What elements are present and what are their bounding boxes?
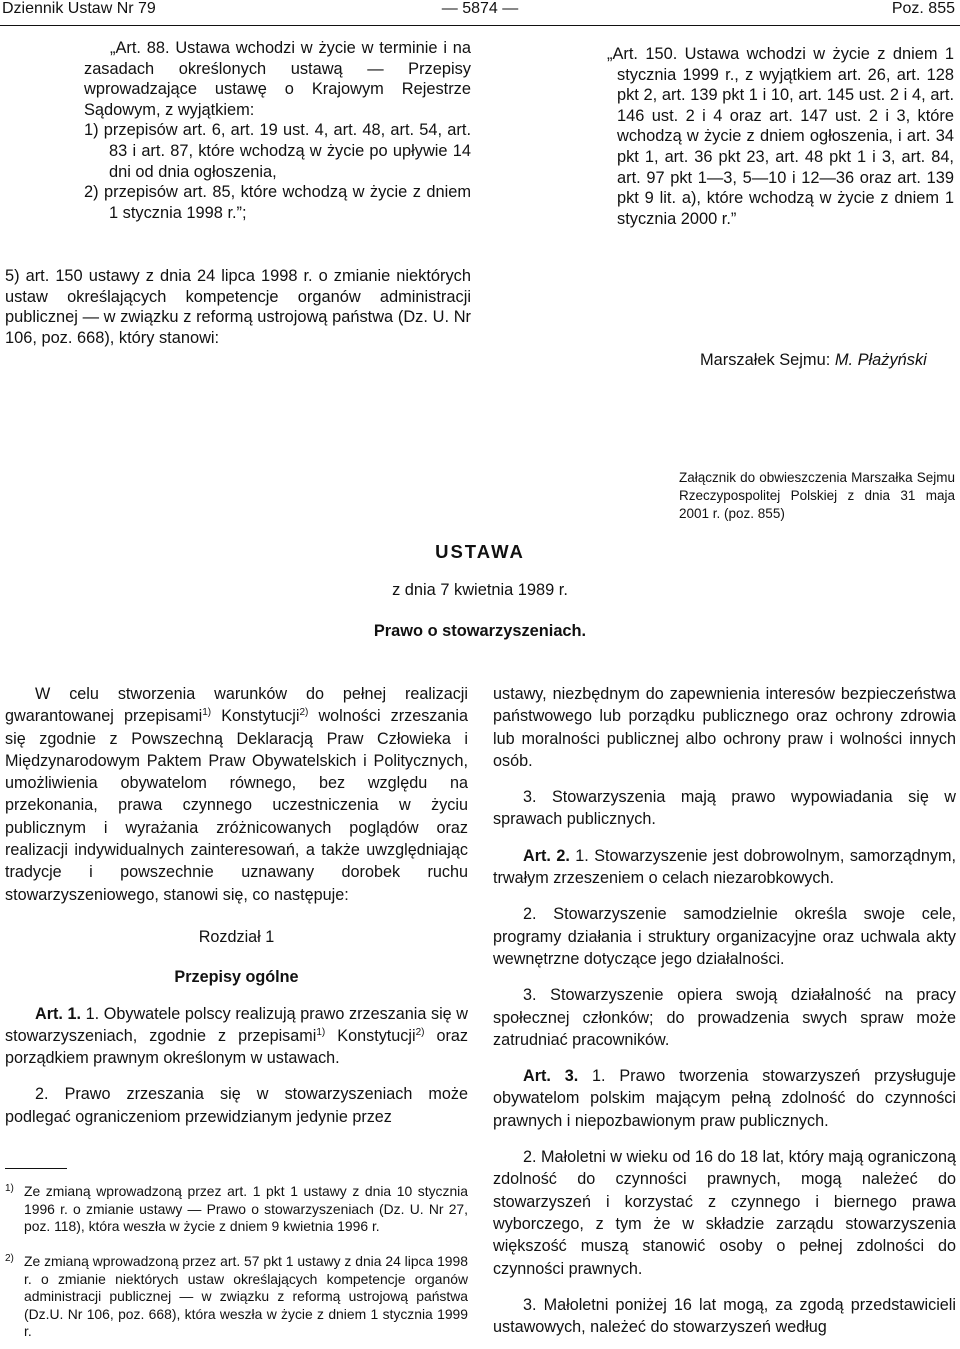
footnote-ref-1b: 1) <box>316 1026 326 1038</box>
art1-paragraph-3: 3. Stowarzyszenia mają prawo wypowiadania się w sprawach publicznych. <box>493 788 956 829</box>
body-right-column <box>493 683 956 1338</box>
item-5-paragraph <box>5 266 471 348</box>
art1-continuation: ustawy, niezbędnym do zapewnienia interesów bezpieczeństwa państwowego lub porządku publicznego oraz ochrony zdrowia lub moralności publicznej albo ochrony praw i wolności innych osób. <box>493 685 956 770</box>
preamble-text-a: W celu stworzenia warunków do pełnej realizacji gwarantowanej przepisami <box>5 685 468 726</box>
upper-left-column <box>84 38 471 223</box>
footnote-2-text: Ze zmianą wprowadzoną przez art. 57 pkt 1 ustawy z dnia 24 lipca 1998 r. o zmianie niektórych ustaw określających kompetencje organów administracji publicznej — w związku z reformą ustrojową państwa (Dz.U. Nr 106, poz. 668), która weszła w życie z dniem 1 stycznia 1999 r. <box>24 1253 468 1339</box>
preamble-text-b: Konstytucji <box>211 707 300 726</box>
chapter-title: Przepisy ogólne <box>174 968 299 987</box>
art3-paragraph-3: 3. Małoletni poniżej 16 lat mogą, za zgodą przedstawicieli ustawowych, należeć do stowarzyszeń według <box>493 1295 956 1337</box>
art1-text-b: Konstytucji <box>325 1026 416 1045</box>
body-left-column <box>5 683 468 1128</box>
chapter-number: Rozdział 1 <box>198 927 275 946</box>
position-number: Poz. 855 <box>891 0 955 17</box>
exception-item-2: 2) przepisów art. 85, które wchodzą w życie z dniem 1 stycznia 1998 r.”; <box>84 183 471 222</box>
art2-paragraph-2: 2. Stowarzyszenie samodzielnie określa swoje cele, programy działania i struktury organizacyjne oraz uchwala akty wewnętrzne dotyczące jego działalności. <box>493 905 956 968</box>
footnote-1-text: Ze zmianą wprowadzoną przez art. 1 pkt 1 ustawy z dnia 10 stycznia 1996 r. o zmianie ustawy — Prawo o stowarzyszeniach (Dz. U. Nr 27, poz. 118), która weszła w życie z dniem 9 kwietnia 1996 r. <box>24 1183 468 1234</box>
act-subject: Prawo o stowarzyszeniach. <box>373 622 587 640</box>
art3-paragraph-2: 2. Małoletni w wieku od 16 do 18 lat, który mają ograniczoną zdolność do czynności prawnych, mogą należeć do stowarzyszeń i korzystać z czynnego i biernego prawa wyborczego, z tym że w składzie zarządu stowarzyszenia większość muszą stanowić osoby o pełnej zdolności do czynności prawnych. <box>493 1148 956 1278</box>
item-5-text: 5) art. 150 ustawy z dnia 24 lipca 1998 r. o zmianie niektórych ustaw określających kompetencje organów administracji publicznej — w związku z reformą ustrojową państwa (Dz. U. Nr 106, poz. 668), który stanowi: <box>5 267 471 347</box>
signature-label: Marszałek Sejmu: <box>700 351 831 369</box>
footnote-ref-2b: 2) <box>415 1026 425 1038</box>
footnote-rule <box>5 1168 67 1169</box>
art3-label: Art. 3. <box>523 1067 579 1086</box>
art1-paragraph-2: 2. Prawo zrzeszania się w stowarzyszeniach może podlegać ograniczeniom przewidzianym jedynie przez <box>5 1085 468 1126</box>
art150-paragraph: „Art. 150. Ustawa wchodzi w życie z dniem 1 stycznia 1999 r., z wyjątkiem art. 26, art. 128 pkt 2, art. 139 pkt 1 i 10, art. 145 ust. 2 i 4, art. 146 ust. 2 i 4 oraz art. 147 ust. 2 i 3, które wchodzą w życie z dniem ogłoszenia, i art. 34 pkt 1, art. 36 pkt 23, art. 48 pkt 1 i 3, art. 84, art. 97 pkt 1—3, 5—10 i 12—36 oraz art. 139 pkt 9 lit. a), które wchodzą w życie z dniem 1 stycznia 2000 r.” <box>607 45 954 228</box>
footnote-2-number: 2) <box>5 1253 14 1264</box>
footnote-1 <box>5 1183 468 1236</box>
exception-item-1: 1) przepisów art. 6, art. 19 ust. 4, art. 48, art. 54, art. 83 i art. 87, które wchodzą w życie po upływie 14 dni od dnia ogłoszenia, <box>84 121 471 181</box>
art3-text-1: 1. Prawo tworzenia stowarzyszeń przysługuje obywatelom polskim mającym pełną zdolność do czynności prawnych i niepozbawionym praw publicznych. <box>493 1067 956 1130</box>
annex-note: Załącznik do obwieszczenia Marszałka Sejmu Rzeczypospolitej Polskiej z dnia 31 maja 2001 r. (poz. 855) <box>679 470 955 521</box>
art2-text-1: 1. Stowarzyszenie jest dobrowolnym, samorządnym, trwałym zrzeszeniem o celach niezarobkowych. <box>493 846 956 888</box>
art3-paragraph-1 <box>493 1065 956 1132</box>
signature-block <box>700 350 960 371</box>
footnote-1-number: 1) <box>5 1183 14 1194</box>
art2-paragraph-3: 3. Stowarzyszenie opiera swoją działalność na pracy społecznej członków; do prowadzenia swych spraw może zatrudniać pracowników. <box>493 986 956 1049</box>
preamble-text-c: wolności zrzeszania się zgodnie z Powszechną Deklaracją Praw Człowieka i Międzynarodowym Paktem Praw Obywatelskich i Politycznych, umożliwienia obywatelom równego, bez względu na przekonania, prawa czynnego uczestniczenia w życiu publicznym i wyrażania zróżnicowanych poglądów oraz realizacji indywidualnych zainteresowań, a także uwzględniając tradycje i powszechnie uznawany dorobek ruchu stowarzyszeniowego, stanowi się, co następuje: <box>5 707 469 904</box>
art2-label: Art. 2. <box>523 846 570 865</box>
upper-right-column <box>522 44 954 229</box>
signature-name: M. Płażyński <box>834 351 927 369</box>
footnote-ref-2: 2) <box>299 707 309 719</box>
act-title: USTAWA <box>435 541 525 562</box>
page-header <box>0 0 960 22</box>
art1-label: Art. 1. <box>35 1004 82 1023</box>
art1-text-c: oraz porządkiem prawnym określonym w ustawach. <box>5 1026 468 1068</box>
footnote-ref-1: 1) <box>202 707 212 719</box>
art2-paragraph-1 <box>493 845 956 890</box>
art1-text-a: 1. Obywatele polscy realizują prawo zrzeszania się w stowarzyszeniach, zgodnie z przepisami <box>5 1004 468 1045</box>
header-rule <box>0 25 960 26</box>
page-number: — 5874 — <box>441 0 519 17</box>
art88-paragraph: „Art. 88. Ustawa wchodzi w życie w terminie i na zasadach określonych ustawą — Przepisy wprowadzające ustawę o Krajowym Rejestrze Sądowym, z wyjątkiem: <box>84 39 471 119</box>
preamble <box>5 683 468 906</box>
act-date: z dnia 7 kwietnia 1989 r. <box>392 581 568 599</box>
footnote-2 <box>5 1253 468 1341</box>
journal-name: Dziennik Ustaw Nr 79 <box>2 0 156 17</box>
art1-paragraph-1 <box>5 1003 468 1070</box>
